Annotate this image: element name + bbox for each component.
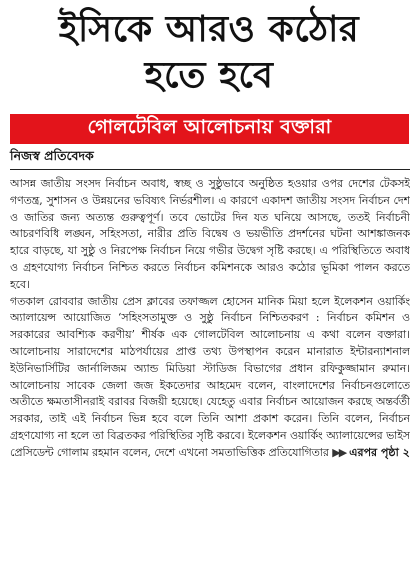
double-arrow-icon: ▶▶	[332, 445, 346, 459]
subheadline-banner	[10, 114, 409, 144]
byline-divider	[10, 169, 410, 170]
article-paragraph-text: গতকাল রোববার জাতীয় প্রেস ক্লাবের তফাজ্জল হোসেন মানিক মিয়া হলে ইলেকশন ওয়ার্কিং অ্যালায়েন্স আয়োজিত ‘সহিংসতামুক্ত ও সুষ্ঠু নির্বাচন নিশ্চিতকরণ : নির্বাচন কমিশন ও সরকারের আবশ্যিক করণীয়’ শীর্ষক এক গোলটেবিল আলোচনায় এ কথা বলেন বক্তারা। আলোচনায় সারাদেশের মাঠপর্যায়ের প্রাপ্ত তথ্য উপস্থাপন করেন মানারাত ইন্টারন্যাশনাল ইউনিভার্সিটির জার্নালিজম অ্যান্ড মিডিয়া স্টাডিজ বিভাগের প্রধান রফিকুজ্জামান রুমান। আলোচনায় সাবেক জেলা জজ ইকতেদার আহমেদ বলেন, বাংলাদেশের নির্বাচনগুলোতে অতীতে ক্ষমতাসীনরাই বরাবর বিজয়ী হয়েছে। যেহেতু এবার নির্বাচন আয়োজন করছে অন্তর্বর্তী সরকার, তাই এই নির্বাচন ভিন্ন হবে বলে তিনি আশা প্রকাশ করেন। তিনি বলেন, নির্বাচন গ্রহণযোগ্য না হলে তা বিব্রতকর পরিস্থিতির সৃষ্টি করবে। ইলেকশন ওয়ার্কিং অ্যালায়েন্সের ভাইস প্রেসিডেন্ট গোলাম রহমান বলেন, দেশে এখনো সমতাভিত্তিক প্রতিযোগিতার	[10, 294, 410, 459]
subheadline-text: গোলটেবিল আলোচনায় বক্তারা	[87, 116, 332, 138]
headline-line-2: হতে হবে	[144, 54, 274, 96]
byline: নিজস্ব প্রতিবেদক	[10, 148, 94, 163]
continuation-text: এরপর পৃষ্ঠা ২	[349, 445, 410, 459]
headline-line-1: ইসিকে আরও কঠোর	[58, 8, 360, 50]
article-paragraph	[10, 294, 410, 462]
article-body	[10, 176, 410, 572]
headline	[0, 6, 418, 98]
article-paragraph: আসন্ন জাতীয় সংসদ নির্বাচন অবাধ, স্বচ্ছ ও সুষ্ঠুভাবে অনুষ্ঠিত হওয়ার ওপর দেশের টেকসই গণতন্ত্র, সুশাসন ও উন্নয়নের ভবিষ্যৎ নির্ভরশীল। এ কারণে একাদশ জাতীয় সংসদ নির্বাচন দেশ ও জাতির জন্য অত্যন্ত গুরুত্বপূর্ণ। তবে ভোটের দিন যত ঘনিয়ে আসছে, ততই নির্বাচনী আচরণবিধি লঙ্ঘন, সহিংসতা, নারীর প্রতি বিদ্বেষ ও ভয়ভীতি প্রদর্শনের ঘটনা আশঙ্কাজনক হারে বাড়ছে, যা সুষ্ঠু ও নিরপেক্ষ নির্বাচন নিয়ে গভীর উদ্বেগ সৃষ্টি করছে। এ পরিস্থিতিতে অবাধ ও গ্রহণযোগ্য নির্বাচন নিশ্চিত করতে নির্বাচন কমিশনকে আরও কঠোর ভূমিকা পালন করতে হবে।	[10, 177, 410, 291]
continuation-link[interactable]	[332, 446, 410, 459]
